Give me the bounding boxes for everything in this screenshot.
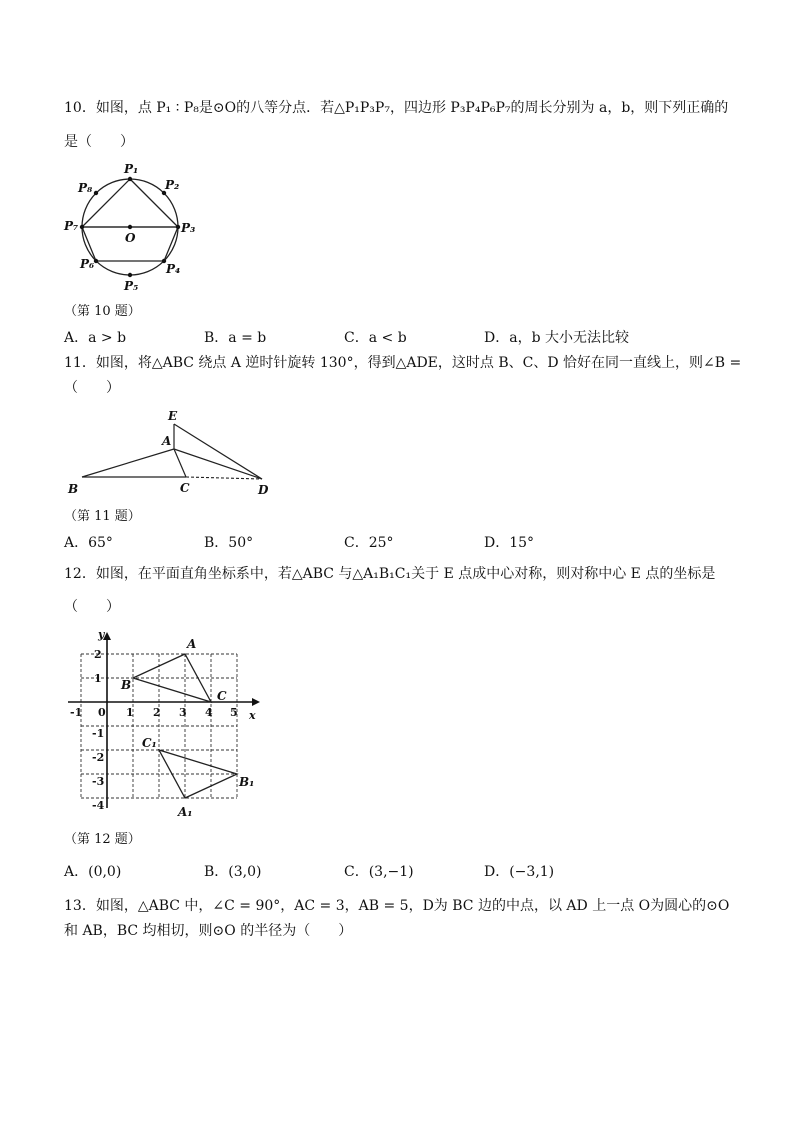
q10-circle-figure — [62, 160, 202, 295]
q12-tick-y-m4: -4 — [92, 799, 105, 812]
q11-segment-cd-dashed — [186, 477, 262, 479]
q10-point-p6 — [94, 259, 98, 263]
q12-label-x: x — [249, 709, 256, 722]
q12-x-axis-arrow — [252, 698, 260, 706]
q12-tick-y-2: 2 — [94, 648, 102, 661]
q10-option-b: B．a = b — [204, 330, 267, 346]
q11-label-e: E — [168, 409, 178, 423]
q10-point-p7 — [80, 225, 84, 229]
q11-option-c: C．25° — [344, 535, 394, 551]
q11-segment-ad — [174, 449, 262, 479]
q10-caption: （第 10 题） — [64, 304, 141, 319]
q11-label-a: A — [162, 434, 172, 448]
q12-tick-x-1: 1 — [126, 706, 134, 719]
q11-option-a: A．65° — [64, 535, 113, 551]
q12-tick-y-m3: -3 — [92, 775, 105, 788]
q12-tick-x-m1: -1 — [70, 706, 83, 719]
q11-label-c: C — [180, 481, 190, 495]
q12-tick-x-5: 5 — [230, 706, 238, 719]
q12-tick-x-4: 4 — [205, 706, 213, 719]
q10-point-p3 — [176, 225, 180, 229]
q10-point-o — [128, 225, 132, 229]
q10-stem-line1: 10．如图，点 P₁ ∶ P₈是⊙O的八等分点．若△P₁P₃P₇，四边形 P₃P₄P₆P₇的周长分别为 a，b，则下列正确的 — [64, 100, 729, 116]
q12-grid — [81, 654, 237, 798]
q11-label-b: B — [68, 482, 79, 496]
q10-stem-line2: 是（ ） — [64, 134, 134, 150]
q10-label-p8: P₈ — [78, 181, 93, 195]
q10-option-c: C．a < b — [344, 330, 407, 346]
q11-stem-line2: （ ） — [64, 380, 120, 396]
q12-tick-y-m1: -1 — [92, 727, 105, 740]
q10-label-o: O — [125, 231, 136, 245]
q10-label-p4: P₄ — [166, 262, 181, 276]
q12-stem-line2: （ ） — [64, 599, 120, 615]
q13-stem-line1: 13．如图，△ABC 中，∠C = 90°，AC = 3，AB = 5，D为 BC 边的中点，以 AD 上一点 O为圆心的⊙O — [64, 898, 730, 914]
q11-label-d: D — [258, 483, 269, 497]
q12-label-a: A — [187, 637, 197, 651]
q13-stem-line2: 和 AB，BC 均相切，则⊙O 的半径为（ ） — [64, 923, 353, 939]
q12-tick-y-1: 1 — [94, 672, 102, 685]
q11-caption: （第 11 题） — [64, 509, 141, 524]
q10-label-p5: P₅ — [124, 279, 139, 293]
q10-label-p6: P₆ — [80, 257, 95, 271]
q12-label-y: y — [98, 628, 105, 641]
q12-tick-x-3: 3 — [179, 706, 187, 719]
q12-label-a1: A₁ — [178, 805, 193, 819]
q10-label-p2: P₂ — [165, 178, 180, 192]
q12-stem-line1: 12．如图，在平面直角坐标系中，若△ABC 与△A₁B₁C₁关于 E 点成中心对称，则对称中心 E 点的坐标是 — [64, 566, 716, 582]
q12-caption: （第 12 题） — [64, 832, 141, 847]
q12-label-b1: B₁ — [239, 775, 255, 789]
q10-point-p5 — [128, 273, 132, 277]
q10-label-p3: P₃ — [181, 221, 196, 235]
q11-segment-ba — [82, 449, 174, 477]
q12-option-d: D．(−3,1) — [484, 864, 555, 880]
q12-label-b: B — [121, 678, 132, 692]
q12-option-a: A．(0,0) — [64, 864, 122, 880]
q12-option-b: B．(3,0) — [204, 864, 262, 880]
q11-stem-line1: 11．如图，将△ABC 绕点 A 逆时针旋转 130°，得到△ADE，这时点 B、C、D 恰好在同一直线上，则∠B = — [64, 355, 742, 371]
q12-option-c: C．(3,−1) — [344, 864, 414, 880]
q10-label-p1: P₁ — [124, 162, 139, 176]
q12-tick-y-m2: -2 — [92, 751, 105, 764]
q10-triangle — [82, 179, 178, 227]
q12-coordinate-figure — [62, 626, 272, 821]
q10-option-d: D．a，b 大小无法比较 — [484, 330, 629, 346]
q11-segment-ac — [174, 449, 186, 477]
q11-triangle-figure — [62, 404, 282, 499]
q12-label-c: C — [217, 689, 227, 703]
q11-option-d: D．15° — [484, 535, 535, 551]
q11-segment-ed — [174, 424, 262, 479]
q12-tick-x-2: 2 — [153, 706, 161, 719]
q12-tick-x-0: 0 — [98, 706, 106, 719]
q12-label-c1: C₁ — [142, 736, 157, 750]
q10-point-p8 — [94, 191, 98, 195]
q10-option-a: A．a > b — [64, 330, 127, 346]
q11-option-b: B．50° — [204, 535, 254, 551]
q10-label-p7: P₇ — [64, 219, 79, 233]
q10-point-p1 — [128, 177, 132, 181]
